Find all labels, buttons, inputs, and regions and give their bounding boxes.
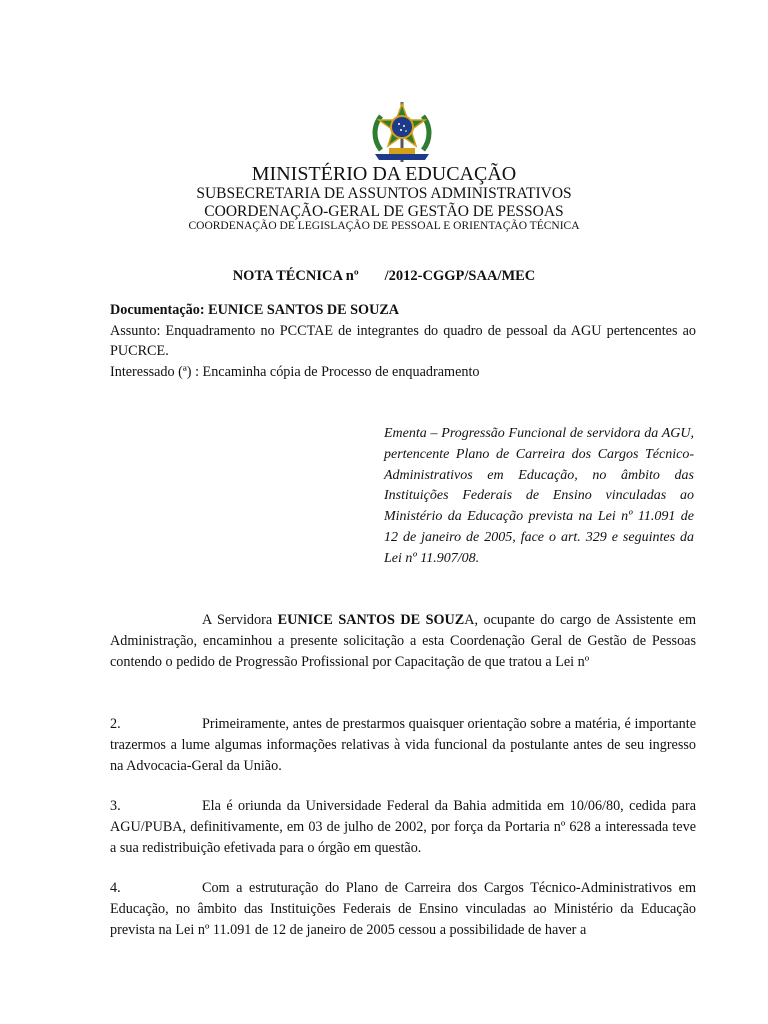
paragraph-1-name: EUNICE SANTOS DE SOUZ (277, 612, 465, 628)
nota-tecnica-heading (0, 268, 768, 285)
paragraph-4-number: 4. (110, 880, 121, 896)
paragraph-1-name-tail: A (464, 612, 475, 628)
paragraph-4-text: Com a estruturação do Plano de Carreira dos Cargos Técnico-Administrativos em Educação, no âmbito das Instituições Federais de Ensino vinculadas ao Ministério da Educação prevista na Lei nº 11.091 de 12 de janeiro de 2005 cessou a possibilidade de haver a (110, 880, 696, 938)
nota-prefix: NOTA TÉCNICA nº (232, 268, 359, 284)
paragraph-3-number: 3. (110, 798, 121, 814)
coat-of-arms-icon (367, 100, 437, 166)
ementa-block: Ementa – Progressão Funcional de servidora da AGU, pertencente Plano de Carreira dos Cargos Técnico-Administrativos em Educação, no âmbito das Instituições Federais de Ensino vinculadas ao Ministério da Educação prevista na Lei nº 11.091 de 12 de janeiro de 2005, face o art. 329 e seguintes da Lei nº 11.907/08. (384, 426, 694, 566)
coordenacao-geral-title: COORDENAÇÃO-GERAL DE GESTÃO DE PESSOAS (204, 203, 564, 220)
assunto-line: Assunto: Enquadramento no PCCTAE de integrantes do quadro de pessoal da AGU pertencentes ao PUCRCE. (110, 322, 696, 359)
paragraph-3 (110, 796, 696, 858)
interessado-line: Interessado (ª) : Encaminha cópia de Processo de enquadramento (110, 363, 480, 380)
documentacao-label: Documentação: (110, 302, 205, 318)
paragraph-1-lead: A Servidora (202, 612, 273, 628)
paragraph-4 (110, 878, 696, 940)
coordenacao-legislacao-title: COORDENAÇÃO DE LEGISLAÇÃO DE PESSOAL E ORIENTAÇÃO TÉCNICA (188, 220, 580, 232)
documentacao-line (110, 300, 696, 321)
subsecretaria-title: SUBSECRETARIA DE ASSUNTOS ADMINISTRATIVOS (196, 185, 572, 202)
ministry-title: MINISTÉRIO DA EDUCAÇÃO (251, 163, 517, 185)
paragraph-3-text: Ela é oriunda da Universidade Federal da Bahia admitida em 10/06/80, cedida para AGU/PUBA, definitivamente, em 03 de julho de 2002, por força da Portaria nº 628 a interessada teve a sua redistribuição efetivada para o órgão em questão. (110, 798, 696, 856)
documentacao-name: EUNICE SANTOS DE SOUZA (208, 302, 400, 318)
documentacao-block (110, 300, 696, 382)
paragraph-1 (110, 610, 696, 672)
paragraph-2 (110, 714, 696, 776)
nota-suffix: /2012-CGGP/SAA/MEC (384, 268, 536, 284)
paragraph-2-text: Primeiramente, antes de prestarmos quaisquer orientação sobre a matéria, é importante trazermos a lume algumas informações relativas à vida funcional da postulante antes de seu ingresso na Advocacia-Geral da União. (110, 716, 696, 774)
paragraph-2-number: 2. (110, 716, 121, 732)
paragraph-1-text: , ocupante do cargo de Assistente em Administração, encaminhou a presente solicitação a esta Coordenação Geral de Gestão de Pessoas contendo o pedido de Progressão Profissional por Capacitação de que tratou a Lei nº (110, 612, 696, 670)
